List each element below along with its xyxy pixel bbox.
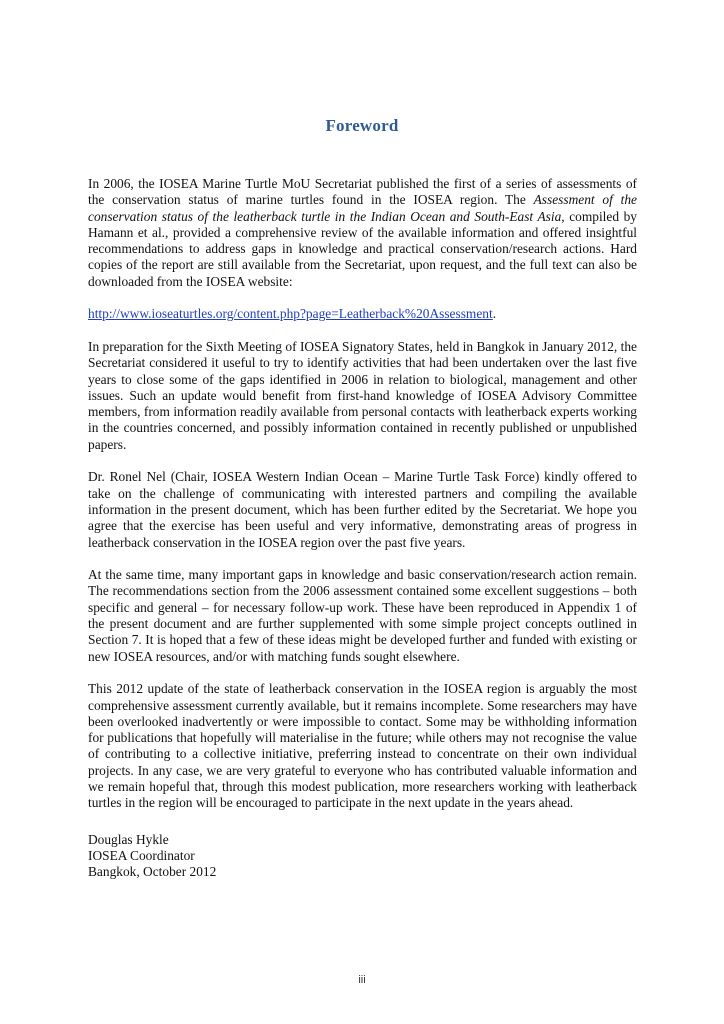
paragraph-gaps: At the same time, many important gaps in knowledge and basic conservation/research action remain. The recommendations section from the 2006 assessment contained some excellent suggestions – both specific and general – for necessary follow-up work. These have been reproduced in Appendix 1 of the present document and are further supplemented with some simple project concepts outlined in Section 7. It is hoped that a few of these ideas might be developed further and funded with existing or new IOSEA resources, and/or with matching funds sought elsewhere. (88, 567, 637, 664)
document-body (88, 176, 637, 880)
report-title-italic: Assessment of the conservation status of the leatherback turtle in the Indian Ocean and South-East Asia (88, 192, 637, 224)
page-number: iii (358, 974, 366, 986)
paragraph-intro-text-1: In 2006, the IOSEA Marine Turtle MoU Secretariat published the first of a series of assessments of the conservation status of marine turtles found in the IOSEA region. The (88, 176, 637, 208)
paragraph-preparation: In preparation for the Sixth Meeting of IOSEA Signatory States, held in Bangkok in January 2012, the Secretariat considered it useful to try to identify activities that had been undertaken over the last five years to close some of the gaps identified in 2006 in relation to biological, management and other issues. Such an update would benefit from first-hand knowledge of IOSEA Advisory Committee members, from information readily available from personal contacts with leatherback experts working in the countries concerned, and possibly information contained in recently published or unpublished papers. (88, 338, 637, 452)
signature-block (88, 832, 637, 881)
page-title: Foreword (325, 116, 399, 135)
paragraph-intro (88, 176, 637, 290)
signatory-name: Douglas Hykle (88, 831, 169, 847)
link-trailing-period: . (492, 306, 497, 322)
link-paragraph (88, 306, 637, 322)
signatory-role: IOSEA Coordinator (88, 847, 195, 863)
paragraph-update: This 2012 update of the state of leatherback conservation in the IOSEA region is arguably the most comprehensive assessment currently available, but it remains incomplete. Some researchers may have been overlooked inadvertently or were impossible to contact. Some may be withholding information for publications that hopefully will materialise in the future; while others may not recognise the value of contributing to a collective initiative, preferring instead to concentrate on their own individual projects. In any case, we are very grateful to everyone who has contributed valuable information and we remain hopeful that, through this modest publication, more researchers working with leatherback turtles in the region will be encouraged to participate in the next update in the years ahead. (88, 681, 637, 811)
paragraph-acknowledgement: Dr. Ronel Nel (Chair, IOSEA Western Indian Ocean – Marine Turtle Task Force) kindly offered to take on the challenge of communicating with interested partners and compiling the available information in the present document, which has been further edited by the Secretariat. We hope you agree that the exercise has been useful and very informative, demonstrating areas of progress in leatherback conservation in the IOSEA region over the past five years. (88, 469, 637, 550)
assessment-link[interactable]: http://www.ioseaturtles.org/content.php?page=Leatherback%20Assessment (88, 306, 493, 322)
signature-place-date: Bangkok, October 2012 (88, 864, 217, 880)
paragraph-intro-text-2: , compiled by Hamann et al., provided a comprehensive review of the available information and offered insightful recommendations to address gaps in knowledge and practical conservation/research actions. Hard copies of the report are still available from the Secretariat, upon request, and the full text can also be downloaded from the IOSEA website: (88, 208, 637, 289)
